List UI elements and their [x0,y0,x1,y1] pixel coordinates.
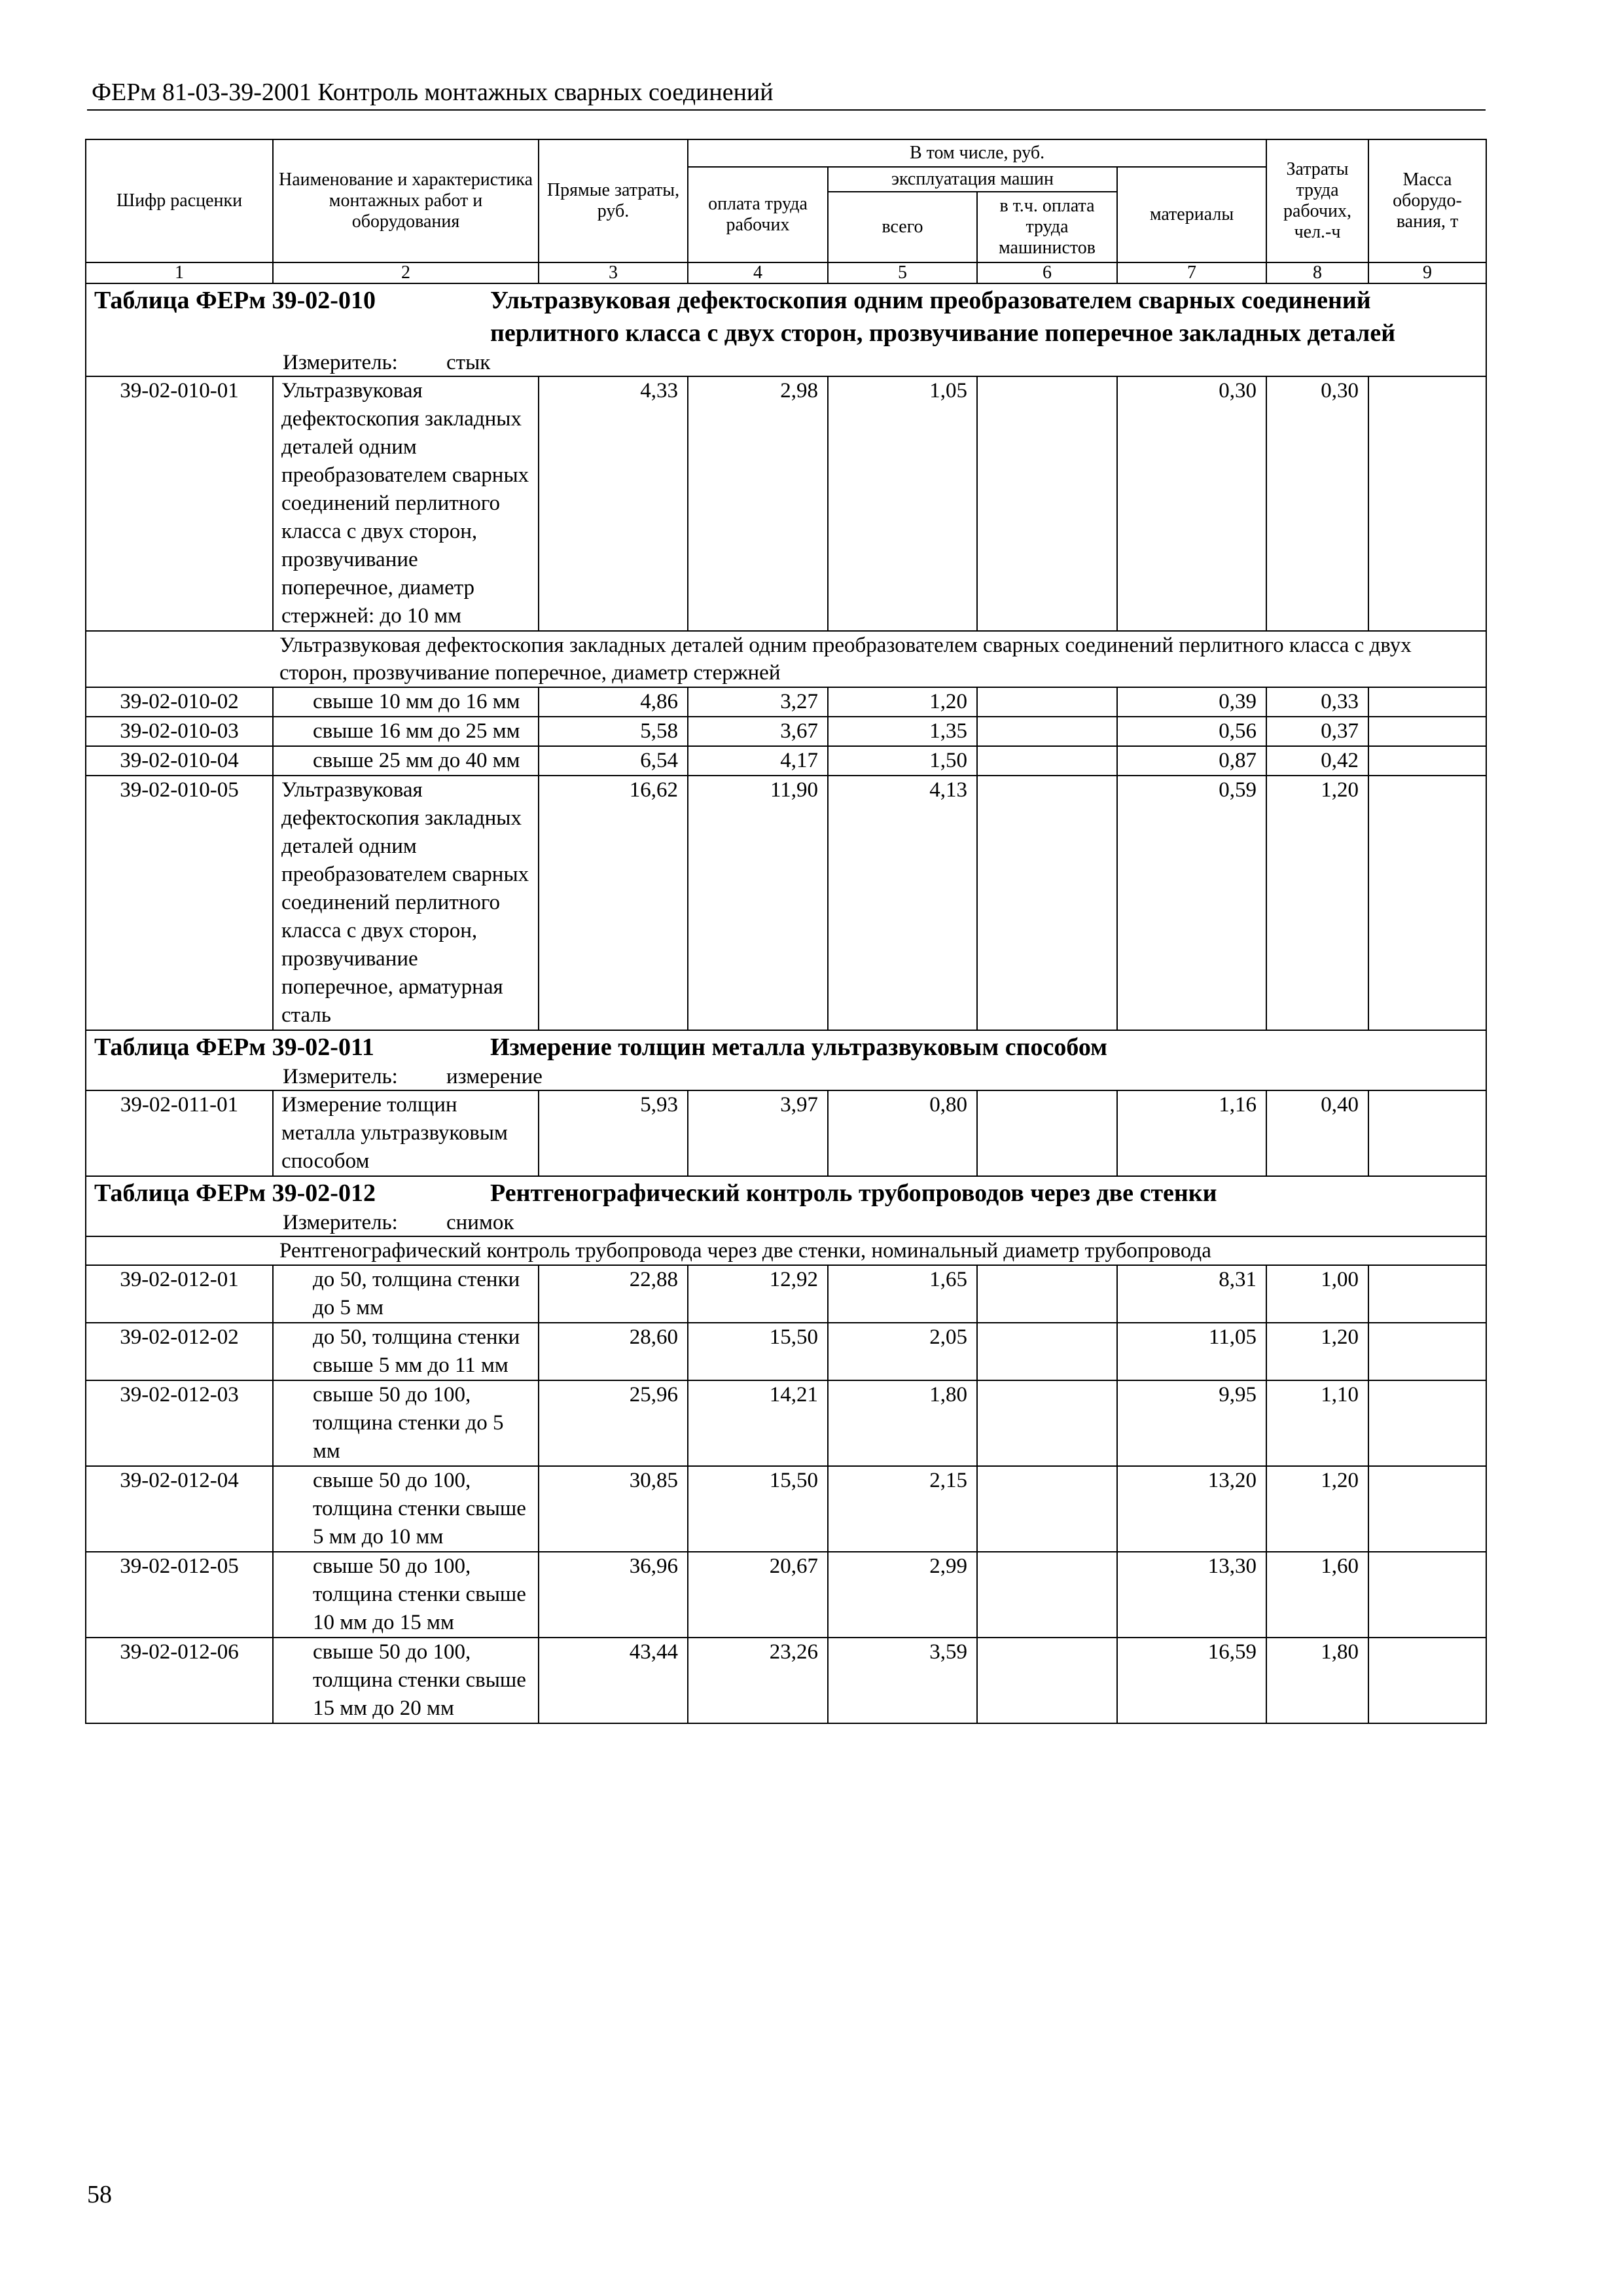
row-materials: 13,30 [1117,1552,1266,1638]
col-header-code: Шифр расценки [86,139,273,262]
row-labor: 1,20 [1266,776,1368,1030]
table-row [86,746,1486,776]
row-name: до 50, толщина стенки свыше 5 мм до 11 мм [273,1323,539,1380]
table-row [86,1552,1486,1638]
section-header [86,283,1486,376]
row-operator [977,717,1117,746]
row-name: свыше 10 мм до 16 мм [273,687,539,717]
section-code: Таблица ФЕРм 39-02-012 [94,1179,376,1207]
row-wages: 3,97 [688,1090,828,1176]
row-machines-total: 2,05 [828,1323,977,1380]
col-header-name: Наименование и характеристика монтажных работ и оборудования [273,139,539,262]
row-materials: 9,95 [1117,1380,1266,1466]
row-labor: 1,60 [1266,1552,1368,1638]
row-mass [1368,687,1486,717]
row-wages: 15,50 [688,1323,828,1380]
header-rule [87,109,1486,111]
col-number: 7 [1117,262,1266,283]
group-note-text: Ультразвуковая дефектоскопия закладных деталей одним преобразователем сварных соединений перлитного класса с двух сторон, прозвучивание поперечное, диаметр стержней [86,631,1486,687]
col-number: 4 [688,262,828,283]
row-direct: 36,96 [539,1552,688,1638]
row-materials: 0,39 [1117,687,1266,717]
row-wages: 23,26 [688,1638,828,1723]
col-header-operator: в т.ч. оплата труда машинистов [977,192,1117,262]
row-operator [977,746,1117,776]
row-materials: 11,05 [1117,1323,1266,1380]
group-note [86,631,1486,687]
row-materials: 0,30 [1117,376,1266,631]
row-direct: 6,54 [539,746,688,776]
row-name: свыше 50 до 100, толщина стенки свыше 5 мм до 10 мм [273,1466,539,1552]
col-header-labor: Затраты труда рабочих, чел.-ч [1266,139,1368,262]
row-code: 39-02-012-06 [86,1638,273,1723]
row-direct: 4,86 [539,687,688,717]
row-mass [1368,717,1486,746]
row-code: 39-02-012-04 [86,1466,273,1552]
row-wages: 12,92 [688,1265,828,1323]
group-note-text: Рентгенографический контроль трубопровода через две стенки, номинальный диаметр трубопровода [86,1236,1486,1265]
meter-value: измерение [446,1065,543,1088]
table-row [86,1265,1486,1323]
row-materials: 1,16 [1117,1090,1266,1176]
row-materials: 8,31 [1117,1265,1266,1323]
row-wages: 4,17 [688,746,828,776]
row-labor: 0,40 [1266,1090,1368,1176]
row-wages: 11,90 [688,776,828,1030]
row-labor: 1,10 [1266,1380,1368,1466]
meter-label: Измеритель: [283,351,398,374]
table-row [86,1638,1486,1723]
col-header-wages: оплата труда рабочих [688,167,828,262]
row-operator [977,1323,1117,1380]
row-labor: 1,80 [1266,1638,1368,1723]
section-code: Таблица ФЕРм 39-02-011 [94,1033,374,1061]
row-code: 39-02-010-02 [86,687,273,717]
rates-table [85,139,1487,1724]
table-row [86,1323,1486,1380]
document-header: ФЕРм 81-03-39-2001 Контроль монтажных сварных соединений [92,79,774,106]
row-mass [1368,1466,1486,1552]
row-mass [1368,1323,1486,1380]
row-wages: 2,98 [688,376,828,631]
row-name: Ультразвуковая дефектоскопия закладных деталей одним преобразователем сварных соединений перлитного класса с двух сторон, прозвучивание поперечное, арматурная сталь [273,776,539,1030]
row-operator [977,1265,1117,1323]
col-header-materials: материалы [1117,167,1266,262]
meter-label: Измеритель: [283,1211,398,1234]
row-machines-total: 1,65 [828,1265,977,1323]
row-direct: 28,60 [539,1323,688,1380]
row-labor: 1,20 [1266,1466,1368,1552]
row-direct: 16,62 [539,776,688,1030]
row-wages: 20,67 [688,1552,828,1638]
section-header [86,1176,1486,1236]
row-code: 39-02-011-01 [86,1090,273,1176]
row-machines-total: 2,15 [828,1466,977,1552]
table-row [86,1380,1486,1466]
col-header-incl: В том числе, руб. [688,139,1266,167]
row-code: 39-02-012-01 [86,1265,273,1323]
section-title: Рентгенографический контроль трубопроводов через две стенки [490,1179,1217,1207]
row-name: свыше 50 до 100, толщина стенки свыше 15 мм до 20 мм [273,1638,539,1723]
row-code: 39-02-012-02 [86,1323,273,1380]
row-mass [1368,776,1486,1030]
section-code: Таблица ФЕРм 39-02-010 [94,287,376,314]
row-direct: 43,44 [539,1638,688,1723]
row-name: свыше 25 мм до 40 мм [273,746,539,776]
row-code: 39-02-010-04 [86,746,273,776]
row-name: до 50, толщина стенки до 5 мм [273,1265,539,1323]
row-materials: 0,56 [1117,717,1266,746]
meter-label: Измеритель: [283,1065,398,1088]
section-header [86,1030,1486,1090]
col-number: 2 [273,262,539,283]
row-direct: 5,93 [539,1090,688,1176]
meter-value: стык [446,351,491,374]
row-labor: 1,00 [1266,1265,1368,1323]
row-direct: 30,85 [539,1466,688,1552]
row-machines-total: 1,80 [828,1380,977,1466]
row-machines-total: 1,05 [828,376,977,631]
table-row [86,717,1486,746]
row-mass [1368,746,1486,776]
row-mass [1368,1380,1486,1466]
row-direct: 25,96 [539,1380,688,1466]
row-materials: 0,59 [1117,776,1266,1030]
row-operator [977,776,1117,1030]
col-header-direct: Прямые затраты, руб. [539,139,688,262]
row-operator [977,1090,1117,1176]
col-header-total: всего [828,192,977,262]
row-mass [1368,1090,1486,1176]
table-row [86,1090,1486,1176]
row-code: 39-02-012-05 [86,1552,273,1638]
row-materials: 0,87 [1117,746,1266,776]
row-operator [977,1380,1117,1466]
row-name: Измерение толщин металла ультразвуковым способом [273,1090,539,1176]
row-code: 39-02-010-01 [86,376,273,631]
row-mass [1368,1265,1486,1323]
row-machines-total: 1,50 [828,746,977,776]
row-name: свыше 50 до 100, толщина стенки до 5 мм [273,1380,539,1466]
col-number: 3 [539,262,688,283]
row-machines-total: 2,99 [828,1552,977,1638]
col-header-machines: эксплуатация машин [828,167,1117,192]
row-direct: 22,88 [539,1265,688,1323]
row-labor: 0,37 [1266,717,1368,746]
row-labor: 0,33 [1266,687,1368,717]
row-labor: 0,42 [1266,746,1368,776]
row-name: Ультразвуковая дефектоскопия закладных деталей одним преобразователем сварных соединений перлитного класса с двух сторон, прозвучивание поперечное, диаметр стержней: до 10 мм [273,376,539,631]
row-labor: 1,20 [1266,1323,1368,1380]
col-number: 6 [977,262,1117,283]
row-machines-total: 0,80 [828,1090,977,1176]
row-wages: 14,21 [688,1380,828,1466]
row-wages: 3,67 [688,717,828,746]
col-header-mass: Масса оборудо-вания, т [1368,139,1486,262]
row-code: 39-02-010-03 [86,717,273,746]
table-row [86,687,1486,717]
row-operator [977,1466,1117,1552]
row-code: 39-02-012-03 [86,1380,273,1466]
col-number: 9 [1368,262,1486,283]
row-operator [977,1638,1117,1723]
row-wages: 3,27 [688,687,828,717]
row-machines-total: 3,59 [828,1638,977,1723]
table-row [86,776,1486,1030]
table-row [86,376,1486,631]
row-direct: 5,58 [539,717,688,746]
row-name: свыше 50 до 100, толщина стенки свыше 10 мм до 15 мм [273,1552,539,1638]
row-operator [977,1552,1117,1638]
col-number: 8 [1266,262,1368,283]
row-machines-total: 1,20 [828,687,977,717]
row-mass [1368,376,1486,631]
row-operator [977,376,1117,631]
row-machines-total: 4,13 [828,776,977,1030]
row-operator [977,687,1117,717]
row-name: свыше 16 мм до 25 мм [273,717,539,746]
column-numbers-row [86,262,1486,283]
table-row [86,1466,1486,1552]
row-code: 39-02-010-05 [86,776,273,1030]
row-direct: 4,33 [539,376,688,631]
section-title: Ультразвуковая дефектоскопия одним преобразователем сварных соединений перлитного класса с двух сторон, прозвучивание поперечное закладных деталей [490,287,1396,347]
col-number: 5 [828,262,977,283]
section-title: Измерение толщин металла ультразвуковым способом [490,1033,1107,1061]
row-mass [1368,1638,1486,1723]
row-machines-total: 1,35 [828,717,977,746]
row-mass [1368,1552,1486,1638]
meter-value: снимок [446,1211,514,1234]
page-number: 58 [87,2181,112,2208]
row-materials: 16,59 [1117,1638,1266,1723]
row-wages: 15,50 [688,1466,828,1552]
row-labor: 0,30 [1266,376,1368,631]
group-note [86,1236,1486,1265]
col-number: 1 [86,262,273,283]
row-materials: 13,20 [1117,1466,1266,1552]
